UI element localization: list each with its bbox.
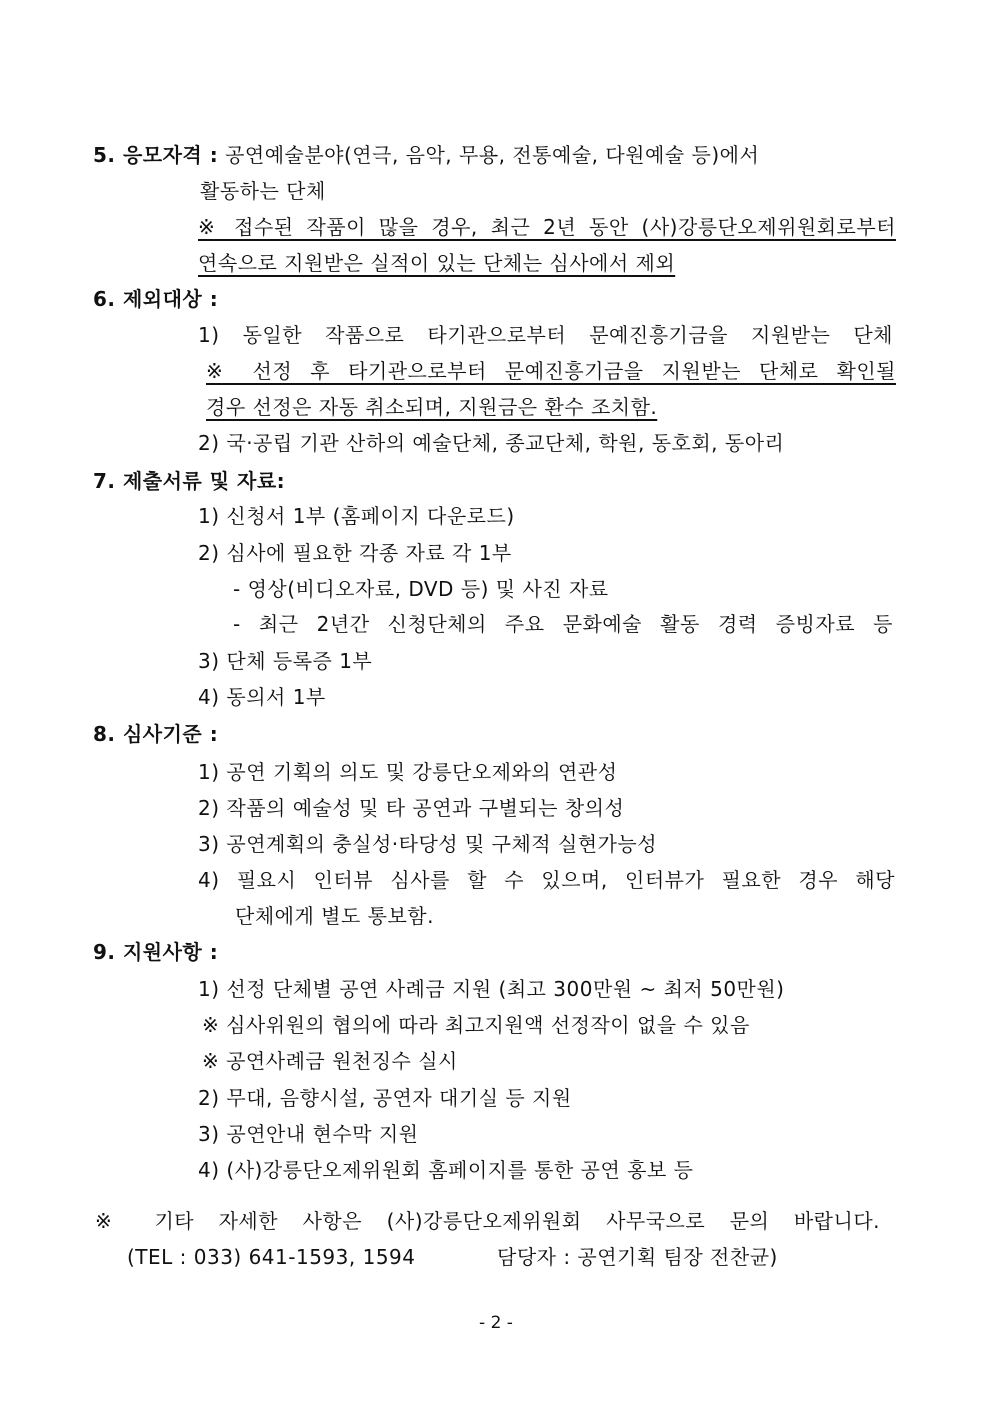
section-7-heading: 7. 제출서류 및 자료: xyxy=(93,469,286,493)
section-9-item-4: 4) (사)강릉단오제위원회 홈페이지를 통한 공연 홍보 등 xyxy=(198,1158,694,1182)
section-8-item-2: 2) 작품의 예술성 및 타 공연과 구별되는 창의성 xyxy=(198,796,625,820)
footer-tel: (TEL : 033) 641-1593, 1594 xyxy=(127,1245,416,1269)
section-7-sub-1: - 영상(비디오자료, DVD 등) 및 사진 자료 xyxy=(233,577,609,601)
section-6-note-2: 경우 선정은 자동 취소되며, 지원금은 환수 조치함. xyxy=(206,395,658,419)
section-8-item-1: 1) 공연 기획의 의도 및 강릉단오제와의 연관성 xyxy=(198,760,618,784)
footer-contact-person: 담당자 : 공연기획 팀장 전찬균) xyxy=(497,1245,778,1269)
section-8-item-3: 3) 공연계획의 충실성·타당성 및 구체적 실현가능성 xyxy=(198,832,658,856)
section-6-item-1: 1) 동일한 작품으로 타기관으로부터 문예진흥기금을 지원받는 단체 xyxy=(198,323,893,347)
section-9-item-1: 1) 선정 단체별 공연 사례금 지원 (최고 300만원 ~ 최저 50만원) xyxy=(198,977,785,1001)
section-5-text: 공연예술분야(연극, 음악, 무용, 전통예술, 다원예술 등)에서 xyxy=(225,143,760,167)
section-8-item-4-cont: 단체에게 별도 통보함. xyxy=(235,904,434,928)
section-7-sub-2: - 최근 2년간 신청단체의 주요 문화예술 활동 경력 증빙자료 등 xyxy=(233,612,893,636)
section-5-note-2: 연속으로 지원받은 실적이 있는 단체는 심사에서 제외 xyxy=(198,251,676,275)
section-9-item-3: 3) 공연안내 현수막 지원 xyxy=(198,1122,419,1146)
section-5-line1 xyxy=(93,142,759,168)
section-9-item-2: 2) 무대, 음향시설, 공연자 대기실 등 지원 xyxy=(198,1086,572,1110)
section-8-heading: 8. 심사기준 : xyxy=(93,722,219,746)
section-7-item-2: 2) 심사에 필요한 각종 자료 각 1부 xyxy=(198,541,512,565)
section-5-text-cont: 활동하는 단체 xyxy=(200,179,326,203)
section-8-item-4: 4) 필요시 인터뷰 심사를 할 수 있으며, 인터뷰가 필요한 경우 해당 xyxy=(198,868,895,892)
section-6-item-2: 2) 국·공립 기관 산하의 예술단체, 종교단체, 학원, 동호회, 동아리 xyxy=(198,431,785,455)
section-7-item-1: 1) 신청서 1부 (홈페이지 다운로드) xyxy=(198,504,515,528)
section-9-heading: 9. 지원사항 : xyxy=(93,940,219,964)
section-5-heading: 5. 응모자격 : xyxy=(93,143,219,167)
page-number: - 2 - xyxy=(479,1313,513,1333)
section-6-heading: 6. 제외대상 : xyxy=(93,287,219,311)
section-7-item-3: 3) 단체 등록증 1부 xyxy=(198,649,373,673)
section-7-item-4: 4) 동의서 1부 xyxy=(198,685,326,709)
footer-note: ※ 기타 자세한 사항은 (사)강릉단오제위원회 사무국으로 문의 바랍니다. xyxy=(95,1209,880,1233)
section-9-note-1: ※ 심사위원의 협의에 따라 최고지원액 선정작이 없을 수 있음 xyxy=(202,1013,750,1037)
section-6-note-1: ※ 선정 후 타기관으로부터 문예진흥기금을 지원받는 단체로 확인될 xyxy=(206,359,896,383)
section-9-note-2: ※ 공연사례금 원천징수 실시 xyxy=(202,1049,458,1073)
section-5-note-1: ※ 접수된 작품이 많을 경우, 최근 2년 동안 (사)강릉단오제위원회로부터 xyxy=(198,215,896,239)
